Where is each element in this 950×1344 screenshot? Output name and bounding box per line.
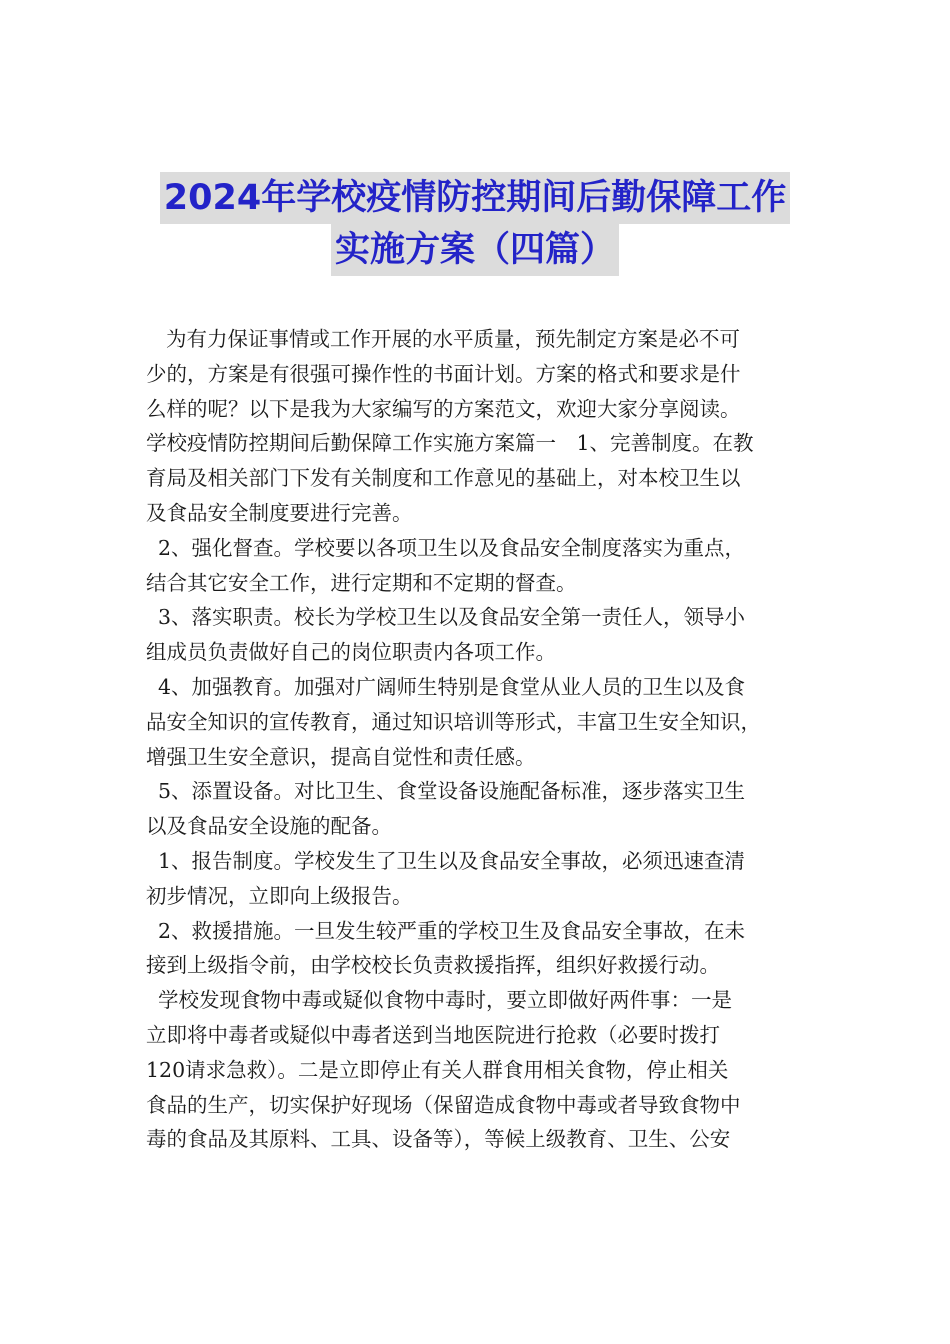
paragraph-intro: [146, 322, 806, 426]
body-line: 120请求急救）。二是立即停止有关人群食用相关食物，停止相关: [146, 1057, 729, 1082]
body-line: 品安全知识的宣传教育，通过知识培训等形式，丰富卫生安全知识，: [146, 709, 761, 734]
body-line: 3、落实职责。校长为学校卫生以及食品安全第一责任人，领导小: [158, 605, 746, 630]
paragraph-poisoning: [146, 983, 806, 1157]
body-line: 接到上级指令前，由学校校长负责救援指挥，组织好救援行动。: [146, 953, 720, 978]
paragraph-item-3: [146, 600, 806, 670]
body-line: 毒的食品及其原料、工具、设备等），等候上级教育、卫生、公安: [146, 1127, 731, 1152]
body-line: 4、加强教育。加强对广阔师生特别是食堂从业人员的卫生以及食: [158, 674, 746, 699]
body-line: 及食品安全制度要进行完善。: [146, 500, 413, 525]
body-line: 初步情况，立即向上级报告。: [146, 883, 413, 908]
body-line: 为有力保证事情或工作开展的水平质量，预先制定方案是必不可: [166, 327, 740, 351]
body-line: 结合其它安全工作，进行定期和不定期的督查。: [146, 570, 577, 595]
title-line-1: 2024年学校疫情防控期间后勤保障工作: [160, 172, 790, 224]
body-line: 学校发现食物中毒或疑似食物中毒时，要立即做好两件事：一是: [158, 988, 732, 1013]
paragraph-rescue: [146, 914, 806, 984]
document-title: [0, 172, 950, 276]
body-line: 育局及相关部门下发有关制度和工作意见的基础上，对本校卫生以: [146, 466, 741, 491]
paragraph-section-one: [146, 426, 806, 530]
paragraph-item-2: [146, 531, 806, 601]
paragraph-item-4: [146, 670, 806, 774]
title-line-2: 实施方案（四篇）: [331, 224, 619, 276]
document-body: [146, 322, 806, 1157]
body-line: 立即将中毒者或疑似中毒者送到当地医院进行抢救（必要时拨打: [146, 1022, 720, 1047]
body-line: 么样的呢？以下是我为大家编写的方案范文，欢迎大家分享阅读。: [146, 396, 741, 421]
body-line: 食品的生产，切实保护好现场（保留造成食物中毒或者导致食物中: [146, 1092, 741, 1117]
body-line: 以及食品安全设施的配备。: [146, 814, 392, 839]
body-line: 2、强化督查。学校要以各项卫生以及食品安全制度落实为重点，: [158, 535, 746, 560]
body-line: 少的，方案是有很强可操作性的书面计划。方案的格式和要求是什: [146, 361, 741, 386]
body-line: 组成员负责做好自己的岗位职责内各项工作。: [146, 640, 556, 665]
body-line: 5、添置设备。对比卫生、食堂设备设施配备标准，逐步落实卫生: [158, 779, 746, 804]
body-line: 1、报告制度。学校发生了卫生以及食品安全事故，必须迅速查清: [158, 848, 746, 873]
body-line: 学校疫情防控期间后勤保障工作实施方案篇一 1、完善制度。在教: [146, 431, 754, 456]
body-line: 增强卫生安全意识，提高自觉性和责任感。: [146, 744, 536, 769]
body-line: 2、救援措施。一旦发生较严重的学校卫生及食品安全事故，在未: [158, 918, 746, 943]
paragraph-item-5: [146, 774, 806, 844]
paragraph-report: [146, 844, 806, 914]
